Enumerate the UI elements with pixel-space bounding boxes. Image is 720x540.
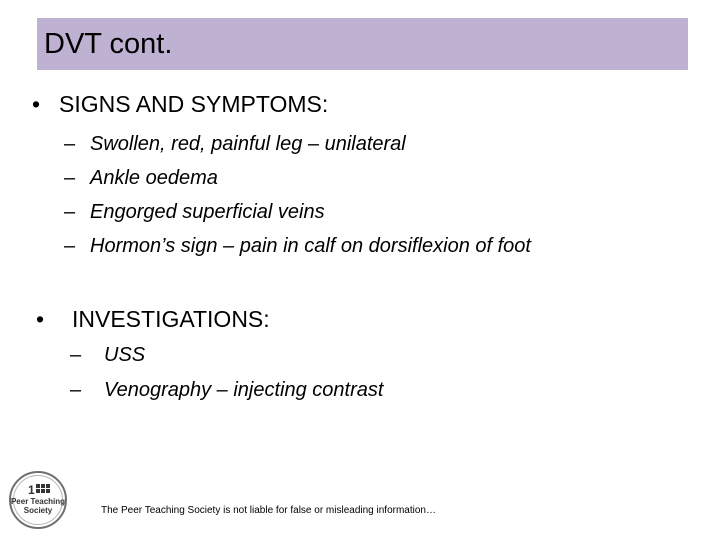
svg-text:1: 1 [28,483,35,497]
list-item-text: USS [104,344,146,366]
title-bar [37,18,688,70]
peer-teaching-society-logo-icon [8,470,68,530]
slide-title: DVT cont. [44,28,173,60]
list-item-text: Venography – injecting contrast [104,379,384,401]
bullet-dot: • [32,91,41,117]
logo-text-line2: Society [23,506,53,515]
section-heading-investigations: INVESTIGATIONS: [72,306,270,332]
logo-text-line1: Peer Teaching [10,497,66,506]
list-item-text: Ankle oedema [90,167,218,189]
list-item-text: Engorged superficial veins [90,201,325,223]
list-item-text: Swollen, red, painful leg – unilateral [90,133,406,155]
footer-disclaimer: The Peer Teaching Society is not liable for false or misleading information… [101,505,436,516]
list-item-text: Hormon’s sign – pain in calf on dorsiflexion of foot [90,235,531,257]
bullet-dot: • [36,306,45,332]
section-heading-signs-and-symptoms: SIGNS AND SYMPTOMS: [59,91,329,117]
